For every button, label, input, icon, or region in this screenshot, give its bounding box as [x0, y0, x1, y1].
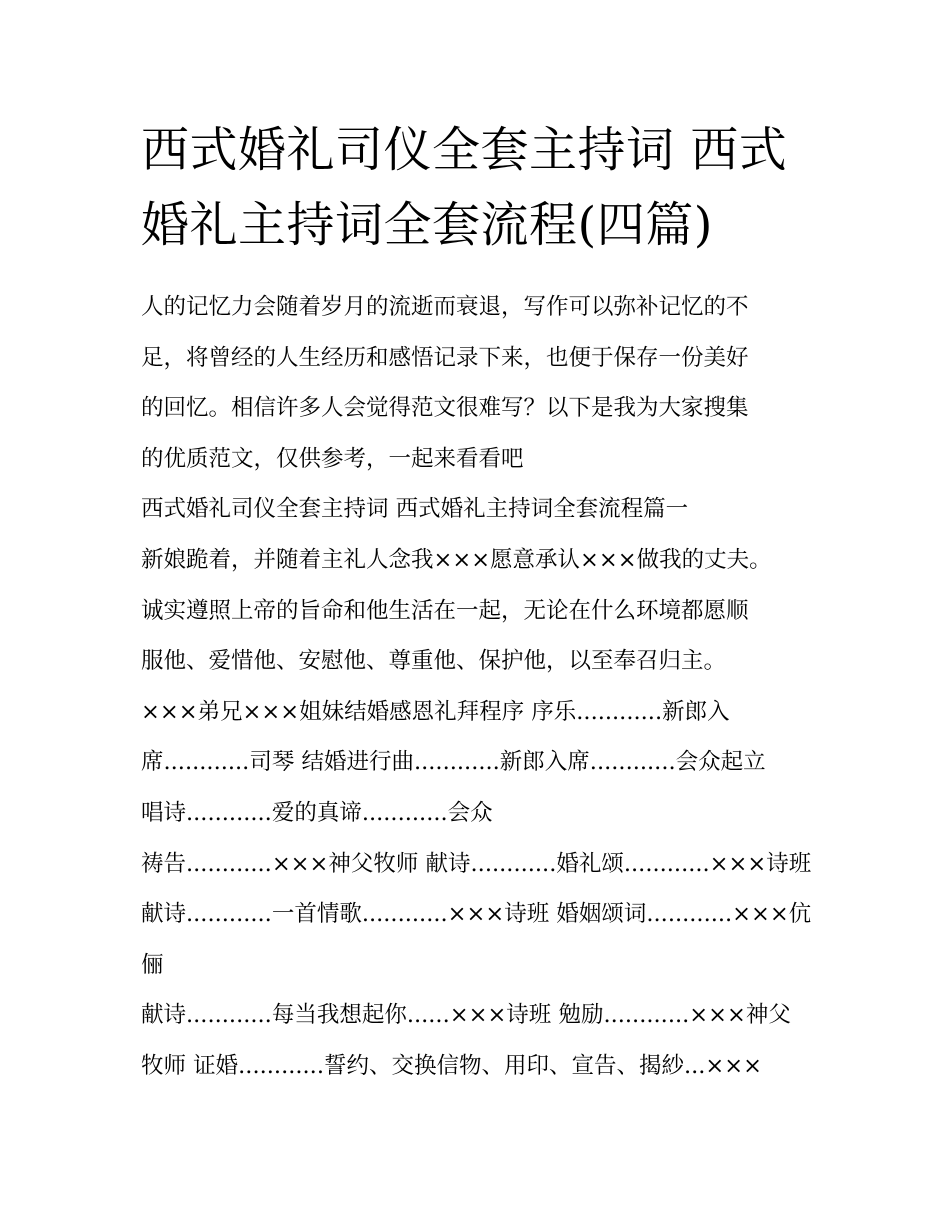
title-line-2: 婚礼主持词全套流程(四篇) — [141, 197, 713, 253]
body-line: 献诗............每当我想起你......×××诗班 勉励............×××神父 — [141, 1002, 791, 1029]
body-line: 唱诗............爱的真谛............会众 — [141, 799, 493, 826]
section-heading: 西式婚礼司仪全套主持词 西式婚礼主持词全套流程篇一 — [141, 496, 689, 523]
body-line: 的优质范文，仅供参考，一起来看看吧 — [141, 445, 524, 472]
body-line: ×××弟兄×××姐妹结婚感恩礼拜程序 序乐............新郎入 — [141, 698, 730, 725]
body-line: 席............司琴 结婚进行曲............新郎入席............会众起立 — [141, 749, 766, 776]
document-title — [141, 113, 813, 263]
body-line: 献诗............一首情歌............×××诗班 婚姻颂词............×××伉 — [141, 901, 812, 928]
body-line: 新娘跪着，并随着主礼人念我×××愿意承认×××做我的丈夫。 — [141, 546, 772, 573]
body-line: 诚实遵照上帝的旨命和他生活在一起，无论在什么环境都愿顺 — [141, 597, 749, 624]
body-line: 牧师 证婚............誓约、交换信物、用印、宣告、揭紗...××× — [141, 1052, 762, 1079]
document-page — [141, 113, 813, 1092]
body-line: 服他、爱惜他、安慰他、尊重他、保护他，以至奉召归主。 — [141, 648, 727, 675]
body-line: 足，将曾经的人生经历和感悟记录下来，也便于保存一份美好 — [141, 344, 749, 371]
body-line: 人的记忆力会随着岁月的流逝而衰退，写作可以弥补记忆的不 — [141, 294, 749, 320]
document-body — [141, 282, 813, 1092]
title-line-1: 西式婚礼司仪全套主持词 西式 — [141, 122, 788, 178]
body-line: 俪 — [141, 951, 164, 978]
body-line: 的回忆。相信许多人会觉得范文很难写？以下是我为大家搜集 — [141, 395, 749, 422]
body-line: 祷告............×××神父牧师 献诗............婚礼颂............×××诗班 — [141, 850, 812, 877]
